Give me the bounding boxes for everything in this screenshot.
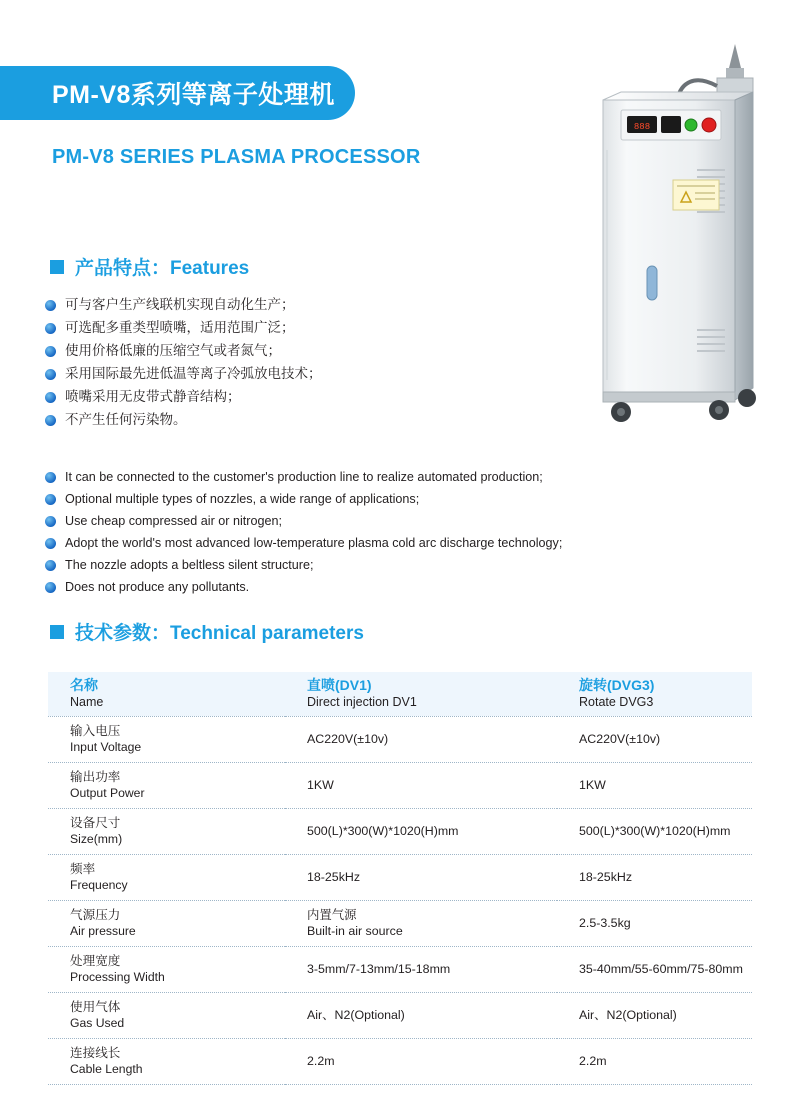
table-row <box>48 946 752 992</box>
row-value-dvg3 <box>557 946 752 992</box>
list-item-label: 使用价格低廉的压缩空气或者氮气； <box>65 343 281 358</box>
features-heading <box>50 253 249 280</box>
square-bullet-icon <box>50 625 64 639</box>
technical-parameters-table <box>48 672 752 1085</box>
row-name <box>48 900 285 946</box>
row-name-en: Size(mm) <box>70 832 123 846</box>
row-name <box>48 992 285 1038</box>
row-name <box>48 762 285 808</box>
list-item <box>45 342 322 360</box>
row-name <box>48 946 285 992</box>
square-bullet-icon <box>50 260 64 274</box>
list-item <box>45 512 562 530</box>
row-name <box>48 854 285 900</box>
list-item <box>45 365 322 383</box>
row-name <box>48 808 285 854</box>
row-value-dvg3 <box>557 992 752 1038</box>
page-title: PM-V8系列等离子处理机 <box>52 81 335 109</box>
row-value-line1: Air、N2(Optional) <box>579 1008 677 1022</box>
bullet-dot-icon <box>45 560 56 571</box>
list-item-label: Optional multiple types of nozzles, a wide range of applications; <box>65 492 420 506</box>
list-item <box>45 556 562 574</box>
bullet-dot-icon <box>45 494 56 505</box>
table-row <box>48 716 752 762</box>
list-item <box>45 578 562 596</box>
row-name-en: Processing Width <box>70 970 165 984</box>
row-value-dv1 <box>285 808 557 854</box>
row-value-dvg3 <box>557 808 752 854</box>
row-value-dvg3 <box>557 900 752 946</box>
row-name-cn: 使用气体 <box>70 1000 121 1014</box>
table-row <box>48 992 752 1038</box>
bullet-dot-icon <box>45 346 56 357</box>
list-item-label: 可选配多重类型喷嘴，适用范围广泛； <box>65 320 295 335</box>
row-value-line1: 35-40mm/55-60mm/75-80mm <box>579 962 743 976</box>
product-photo <box>585 30 780 430</box>
row-value-line1: Air、N2(Optional) <box>307 1008 405 1022</box>
row-name-en: Air pressure <box>70 924 136 938</box>
row-value-dv1 <box>285 946 557 992</box>
row-name-cn: 频率 <box>70 862 96 876</box>
column-header-cn: 直喷(DV1) <box>307 677 372 694</box>
table-row <box>48 854 752 900</box>
row-value-dvg3 <box>557 716 752 762</box>
column-header-dv1 <box>285 672 557 716</box>
table-row <box>48 900 752 946</box>
bullet-dot-icon <box>45 516 56 527</box>
list-item <box>45 296 322 314</box>
list-item <box>45 468 562 486</box>
list-item-label: 喷嘴采用无皮带式静音结构； <box>65 389 241 404</box>
row-value-line1: 2.2m <box>579 1054 607 1068</box>
bullet-dot-icon <box>45 582 56 593</box>
row-value-dv1 <box>285 762 557 808</box>
features-list-en <box>45 468 562 600</box>
list-item-label: Use cheap compressed air or nitrogen; <box>65 514 283 528</box>
bullet-dot-icon <box>45 323 56 334</box>
row-value-line2: Built-in air source <box>307 924 403 938</box>
technical-parameters-heading <box>50 618 364 645</box>
row-name-en: Gas Used <box>70 1016 125 1030</box>
row-value-dvg3 <box>557 762 752 808</box>
row-name-cn: 输入电压 <box>70 724 121 738</box>
row-name-en: Frequency <box>70 878 128 892</box>
list-item-label: Does not produce any pollutants. <box>65 580 250 594</box>
row-value-line1: 3-5mm/7-13mm/15-18mm <box>307 962 451 976</box>
row-name <box>48 716 285 762</box>
row-value-dv1 <box>285 854 557 900</box>
bullet-dot-icon <box>45 392 56 403</box>
column-header-name <box>48 672 285 716</box>
row-name-en: Cable Length <box>70 1062 143 1076</box>
bullet-dot-icon <box>45 415 56 426</box>
table-header-row <box>48 672 752 716</box>
row-value-dvg3 <box>557 854 752 900</box>
column-header-en: Direct injection DV1 <box>307 695 417 710</box>
svg-text:888: 888 <box>633 122 651 132</box>
column-header-dvg3 <box>557 672 752 716</box>
column-header-en: Rotate DVG3 <box>579 695 654 710</box>
row-value-line1: 18-25kHz <box>307 870 361 884</box>
bullet-dot-icon <box>45 300 56 311</box>
row-value-line1: 1KW <box>579 778 606 792</box>
list-item-label: The nozzle adopts a beltless silent structure; <box>65 558 314 572</box>
row-name-cn: 处理宽度 <box>70 954 121 968</box>
list-item-label: 可与客户生产线联机实现自动化生产； <box>65 297 295 312</box>
row-value-line1: 1KW <box>307 778 334 792</box>
row-value-dv1 <box>285 900 557 946</box>
row-name-cn: 连接线长 <box>70 1046 121 1060</box>
row-value-line1: 2.2m <box>307 1054 335 1068</box>
row-value-dv1 <box>285 992 557 1038</box>
row-value-line1: 内置气源 <box>307 908 357 922</box>
list-item-label: 采用国际最先进低温等离子冷弧放电技术； <box>65 366 322 381</box>
table-row <box>48 808 752 854</box>
row-value-line1: 2.5-3.5kg <box>579 916 631 930</box>
column-header-en: Name <box>70 695 104 710</box>
list-item <box>45 534 562 552</box>
row-name-en: Input Voltage <box>70 740 142 754</box>
row-value-dvg3 <box>557 1038 752 1084</box>
row-name-cn: 气源压力 <box>70 908 121 922</box>
row-value-line1: 500(L)*300(W)*1020(H)mm <box>579 824 731 838</box>
page-subtitle: PM-V8 SERIES PLASMA PROCESSOR <box>52 146 421 168</box>
row-name <box>48 1038 285 1084</box>
list-item <box>45 411 322 429</box>
features-heading-label: 产品特点：Features <box>75 258 250 279</box>
list-item <box>45 490 562 508</box>
row-value-line1: AC220V(±10v) <box>579 732 661 746</box>
features-list-cn <box>45 296 322 434</box>
plasma-processor-illustration <box>585 30 780 430</box>
row-value-line1: AC220V(±10v) <box>307 732 389 746</box>
row-value-line1: 500(L)*300(W)*1020(H)mm <box>307 824 459 838</box>
row-value-dv1 <box>285 1038 557 1084</box>
list-item <box>45 319 322 337</box>
row-name-cn: 设备尺寸 <box>70 816 121 830</box>
row-name-cn: 输出功率 <box>70 770 121 784</box>
bullet-dot-icon <box>45 472 56 483</box>
table-row <box>48 762 752 808</box>
list-item <box>45 388 322 406</box>
table-row <box>48 1038 752 1084</box>
row-name-en: Output Power <box>70 786 145 800</box>
list-item-label: Adopt the world's most advanced low-temperature plasma cold arc discharge technology; <box>65 536 563 550</box>
row-value-line1: 18-25kHz <box>579 870 633 884</box>
column-header-cn: 旋转(DVG3) <box>579 677 655 694</box>
list-item-label: 不产生任何污染物。 <box>65 412 187 427</box>
list-item-label: It can be connected to the customer's production line to realize automated production; <box>65 470 543 484</box>
title-banner <box>0 66 355 120</box>
bullet-dot-icon <box>45 369 56 380</box>
column-header-cn: 名称 <box>70 677 98 694</box>
bullet-dot-icon <box>45 538 56 549</box>
technical-parameters-heading-label: 技术参数：Technical parameters <box>75 623 364 644</box>
row-value-dv1 <box>285 716 557 762</box>
